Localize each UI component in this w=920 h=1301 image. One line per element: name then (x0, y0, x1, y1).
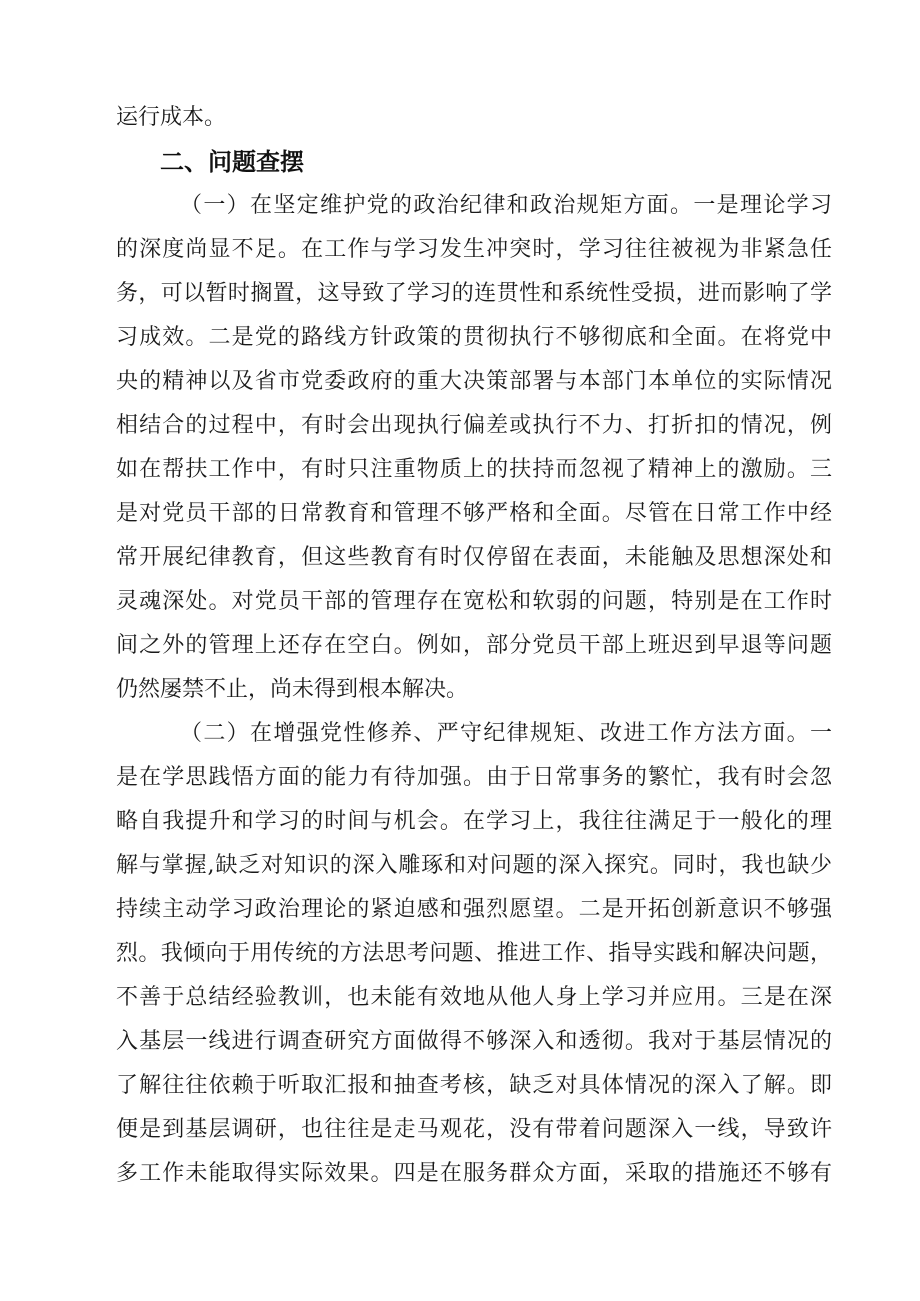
text-line: 习成效。二是党的路线方针政策的贯彻执行不够彻底和全面。在将党中 (116, 325, 832, 350)
text-line: 灵魂深处。对党员干部的管理存在宽松和软弱的问题，特别是在工作时 (116, 589, 832, 614)
text-line: 仍然屡禁不止，尚未得到根本解决。 (116, 677, 469, 702)
text-line: 解与掌握,缺乏对知识的深入雕琢和对问题的深入探究。同时，我也缺少 (116, 853, 832, 878)
text-line: 了解往往依赖于听取汇报和抽查考核，缺乏对具体情况的深入了解。即 (116, 1073, 832, 1098)
text-line: 常开展纪律教育，但这些教育有时仅停留在表面，未能触及思想深处和 (116, 545, 832, 570)
text-line: 间之外的管理上还存在空白。例如，部分党员干部上班迟到早退等问题 (116, 633, 832, 658)
text-line: 如在帮扶工作中，有时只注重物质上的扶持而忽视了精神上的激励。三 (116, 457, 832, 482)
text-line: 烈。我倾向于用传统的方法思考问题、推进工作、指导实践和解决问题， (116, 941, 832, 966)
text-line: 略自我提升和学习的时间与机会。在学习上，我往往满足于一般化的理 (116, 809, 832, 834)
text-line: 运行成本。 (116, 105, 227, 130)
text-line: （一）在坚定维护党的政治纪律和政治规矩方面。一是理论学习 (180, 193, 832, 218)
text-line: 是在学思践悟方面的能力有待加强。由于日常事务的繁忙，我有时会忽 (116, 765, 832, 790)
text-line: 央的精神以及省市党委政府的重大决策部署与本部门本单位的实际情况 (116, 369, 832, 394)
text-line: （二）在增强党性修养、严守纪律规矩、改进工作方法方面。一 (180, 721, 832, 746)
text-line: 持续主动学习政治理论的紧迫感和强烈愿望。二是开拓创新意识不够强 (116, 897, 832, 922)
text-line: 入基层一线进行调查研究方面做得不够深入和透彻。我对于基层情况的 (116, 1029, 832, 1054)
text-line: 务，可以暂时搁置，这导致了学习的连贯性和系统性受损，进而影响了学 (116, 281, 832, 306)
text-line: 不善于总结经验教训，也未能有效地从他人身上学习并应用。三是在深 (116, 985, 832, 1010)
text-line: 便是到基层调研，也往往是走马观花，没有带着问题深入一线，导致许 (116, 1117, 832, 1142)
text-line: 多工作未能取得实际效果。四是在服务群众方面，采取的措施还不够有 (116, 1161, 832, 1186)
section-heading: 二、问题查摆 (160, 148, 304, 176)
text-line: 是对党员干部的日常教育和管理不够严格和全面。尽管在日常工作中经 (116, 501, 832, 526)
text-line: 相结合的过程中，有时会出现执行偏差或执行不力、打折扣的情况，例 (116, 413, 832, 438)
text-line: 的深度尚显不足。在工作与学习发生冲突时，学习往往被视为非紧急任 (116, 237, 832, 262)
